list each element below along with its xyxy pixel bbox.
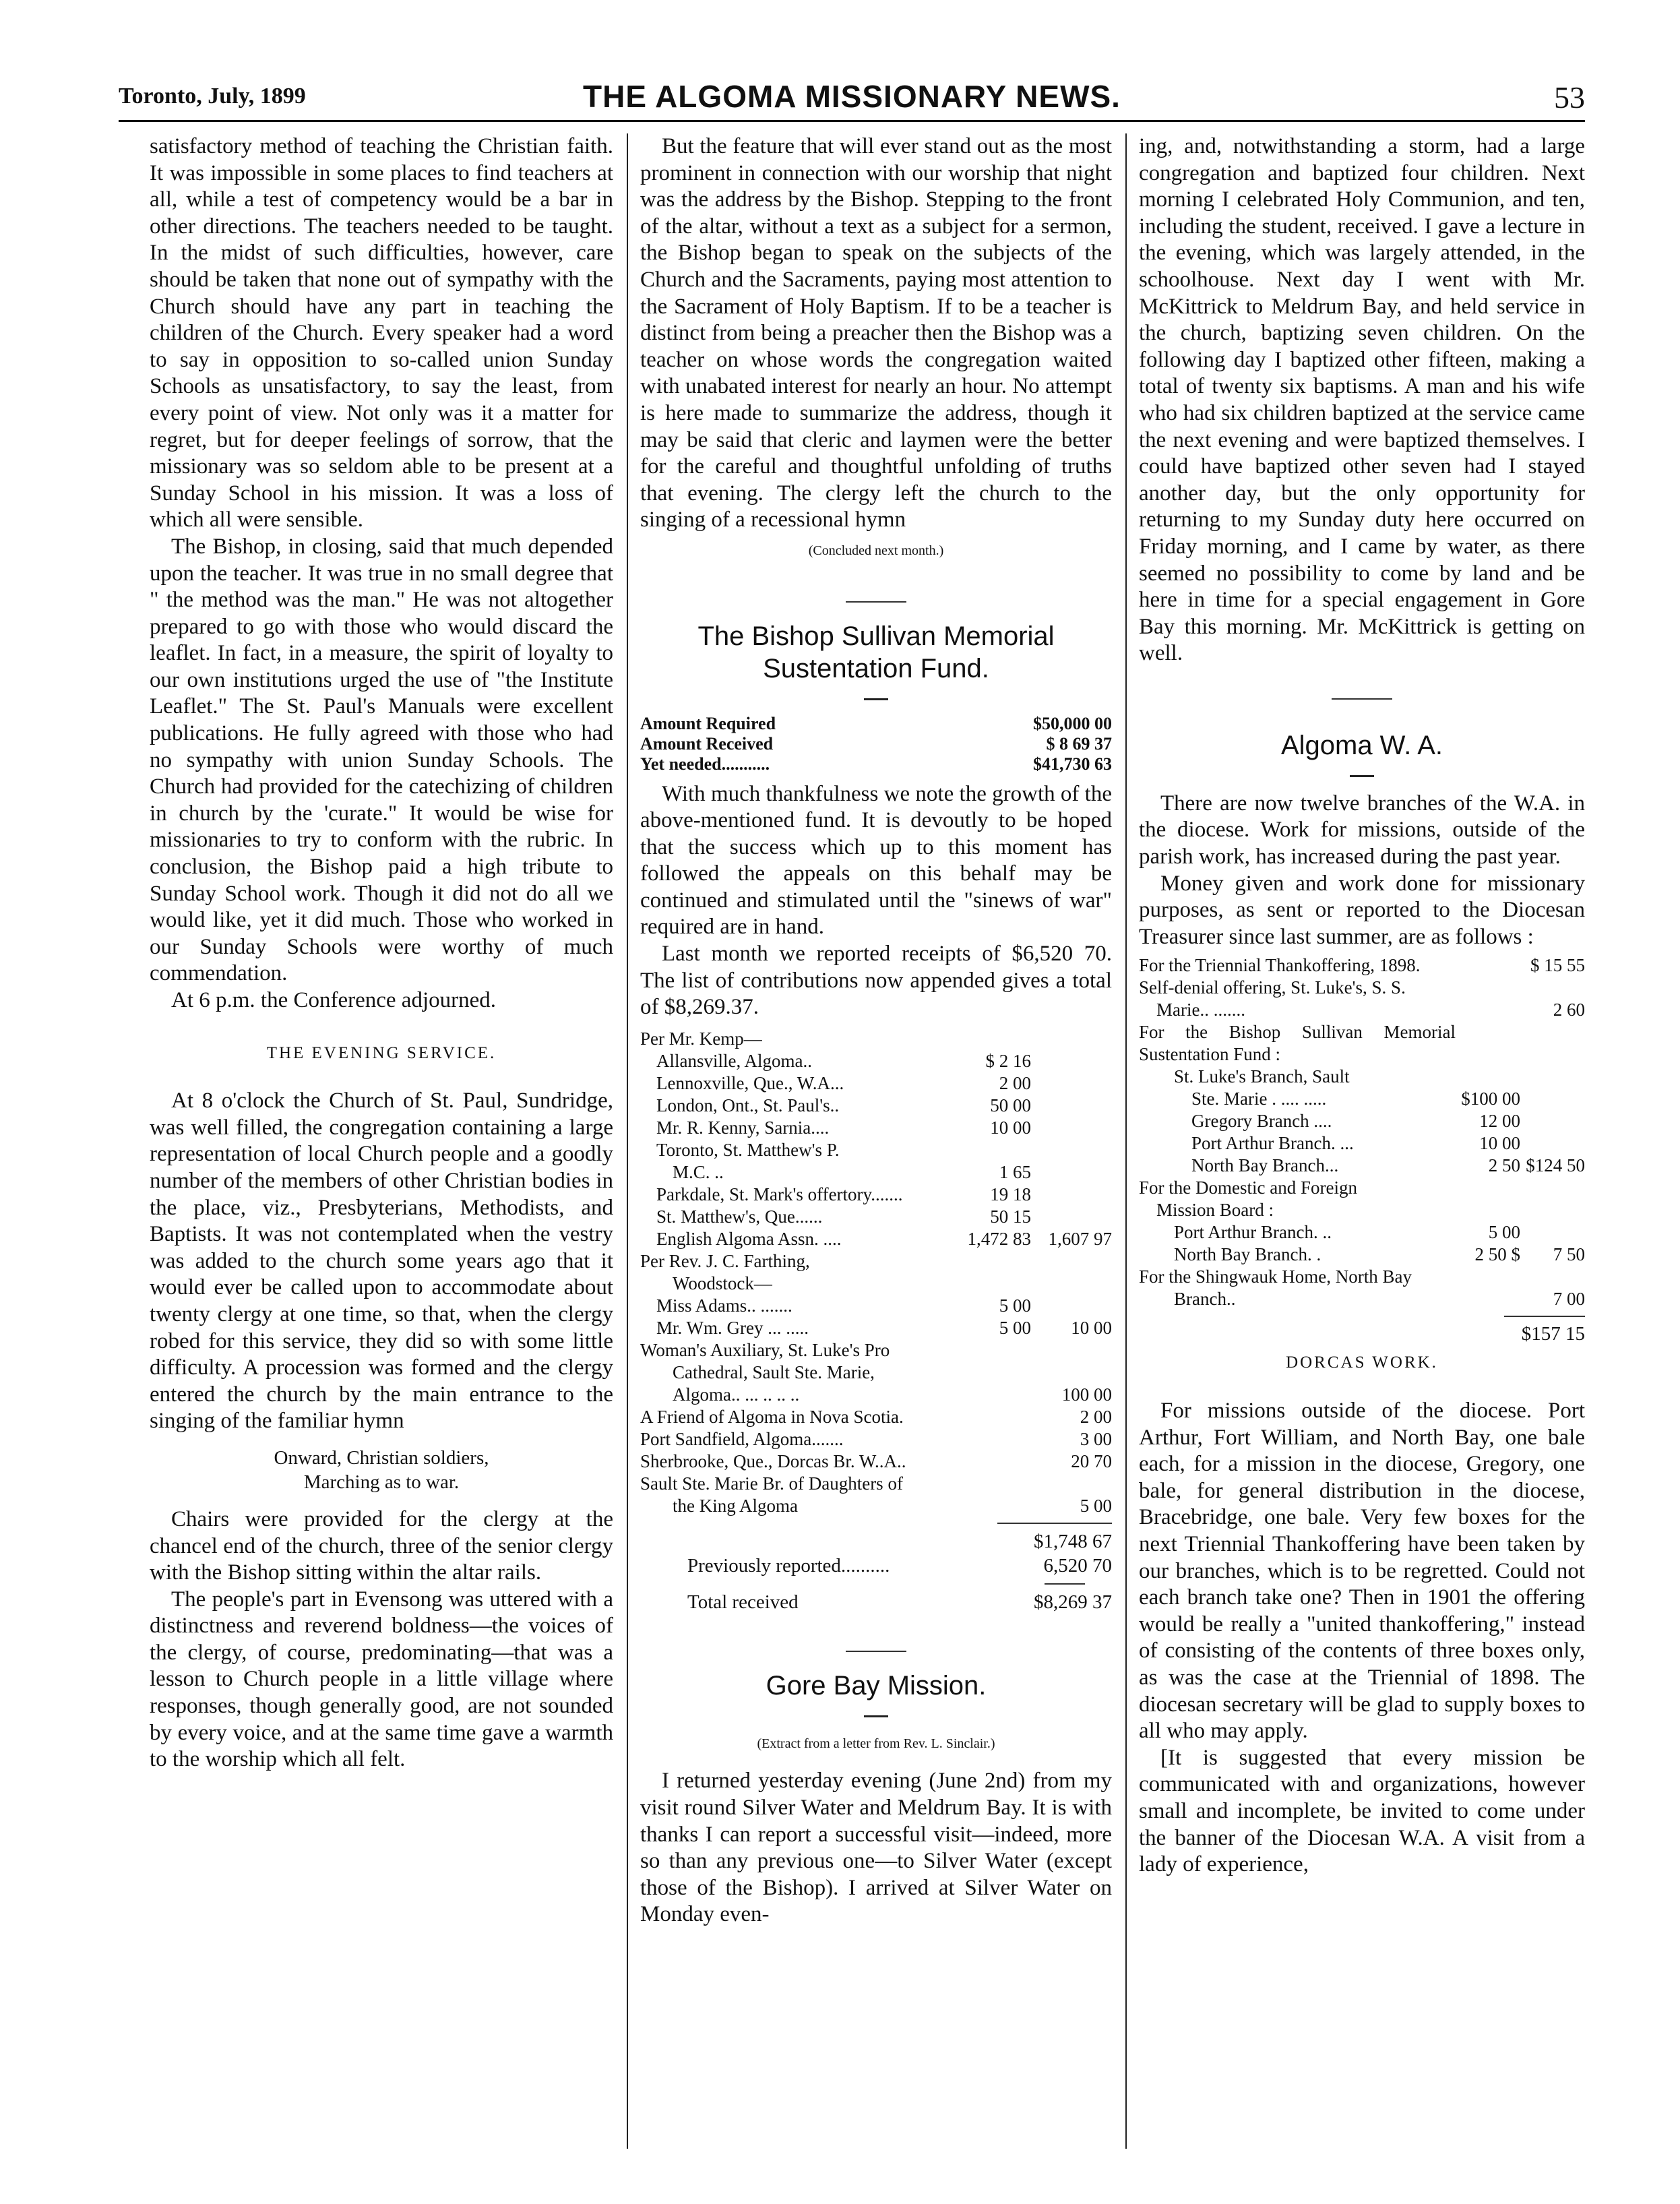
list-item-subtotal: $ 15 55 — [1530, 955, 1585, 976]
totals — [640, 1529, 1112, 1614]
list-item — [640, 1317, 1112, 1339]
continuation-note: (Concluded next month.) — [808, 543, 944, 558]
page-number: 53 — [1554, 80, 1585, 115]
separator-rule — [846, 601, 906, 603]
title-rule — [864, 1715, 888, 1717]
total-label: Total received — [687, 1591, 799, 1613]
fund-row — [640, 714, 1112, 734]
list-item-label: North Bay Branch... — [1191, 1155, 1339, 1176]
list-item — [640, 1206, 1112, 1228]
list-item-label: Sherbrooke, Que., Dorcas Br. W..A.. — [640, 1450, 906, 1471]
list-item-amount: $100 00 — [1461, 1089, 1520, 1109]
column-divider-1 — [627, 133, 628, 2149]
paragraph: satisfactory method of teaching the Christian faith. It was impossible in some places to find teachers at all, while a test of competency would be a bar in other directions. The teachers needed to be taught. In the midst of such difficulties, however, care should be taken that none out of sympathy with the Church should have any part in teaching the children of the Church. Every speaker had a word to say in opposition to so-called union Sunday Schools as unsatisfactory, to say the least, from every point of view. Not only was it a matter for regret, but for deeper feelings of sorrow, that the missionary was so seldom able to be present at a Sunday School in his mission. It was a loss of which all were sensible. — [150, 134, 613, 532]
fund-label: Amount Required — [640, 713, 776, 733]
list-item-label: Per Mr. Kemp— — [640, 1028, 762, 1049]
column-divider-2 — [1125, 133, 1127, 2149]
list-item-label: A Friend of Algoma in Nova Scotia. — [640, 1406, 904, 1427]
list-item — [640, 1450, 1112, 1473]
sum-rule — [1045, 1583, 1085, 1585]
dateline: Toronto, July, 1899 — [119, 84, 306, 109]
fund-value: $ 8 69 37 — [1046, 733, 1112, 754]
list-item-label: For the Shingwauk Home, North Bay — [1139, 1266, 1412, 1287]
total-row — [640, 1554, 1112, 1578]
list-item-label: Allansville, Algoma.. — [656, 1050, 812, 1071]
list-item — [1139, 1132, 1585, 1155]
list-item-amount: 2 50 — [1488, 1155, 1520, 1176]
fund-summary — [640, 714, 1112, 774]
list-item — [640, 1406, 1112, 1428]
wa-total: $157 15 — [1521, 1323, 1585, 1345]
list-item — [640, 1072, 1112, 1095]
paragraph: The Bishop, in closing, said that much depended upon the teacher. It was true in no small degree that " the method was the man." He was not altogether prepared to go with those who would discard the leaflet. In fact, in a measure, the spirit of loyalty to our own institutions urged the use of "the Institute Leaflet." The St. Paul's Manuals were excellent publications. He fully agreed with those who had no sympathy with union Sunday Schools. The Church had provided for the catechizing of children in church by the 'curate." It would be wise for missionaries to try to conform with the rubric. In conclusion, the Bishop paid a high tribute to Sunday School work. Though it did not do all we would like, yet it did much. Those who worked in our Sunday Schools were worthy of much commendation. — [150, 534, 613, 986]
hymn-line: Onward, Christian soldiers, — [274, 1446, 489, 1469]
article-title: Gore Bay Mission. — [766, 1670, 987, 1701]
article-title: The Bishop Sullivan Memorial Sustentation Fund. — [697, 621, 1055, 683]
fund-label: Amount Received — [640, 733, 774, 754]
list-item-label: Port Arthur Branch. .. — [1174, 1222, 1332, 1243]
list-item-amount: $ 2 16 — [985, 1050, 1031, 1071]
list-item — [1139, 1288, 1585, 1310]
list-item-amount: 12 00 — [1479, 1111, 1520, 1132]
fund-row — [640, 734, 1112, 754]
list-item-label: Self-denial offering, St. Luke's, S. S. — [1139, 977, 1406, 998]
total-value: $1,748 67 — [1034, 1530, 1112, 1552]
list-item-label: Woodstock— — [673, 1273, 772, 1293]
list-item-label: the King Algoma — [673, 1495, 798, 1516]
paragraph: Money given and work done for missionary purposes, as sent or reported to the Diocesan Treasurer since last summer, are as follows : — [1139, 871, 1585, 949]
list-item — [640, 1028, 1112, 1050]
list-item — [1139, 1266, 1585, 1288]
list-item-label: Ste. Marie . .... ..... — [1191, 1089, 1327, 1109]
list-item-label: Per Rev. J. C. Farthing, — [640, 1250, 810, 1271]
list-item — [640, 1161, 1112, 1184]
paragraph: I returned yesterday evening (June 2nd) from my visit round Silver Water and Meldrum Bay. It is with thanks I can report a successful visit—indeed, more so than any previous one—to Silver Water (except those of the Bishop). I arrived at Silver Water on Monday even- — [640, 1769, 1112, 1927]
list-item-label: For the Domestic and Foreign — [1139, 1177, 1357, 1198]
list-item-label: Sault Ste. Marie Br. of Daughters of — [640, 1473, 903, 1494]
list-item-label: For the Bishop Sullivan Memorial Sustentation Fund : — [1139, 1022, 1456, 1065]
list-item-label: St. Matthew's, Que...... — [656, 1206, 823, 1227]
list-item-label: Lennoxville, Que., W.A... — [656, 1072, 844, 1093]
title-rule — [1350, 775, 1374, 777]
list-item — [640, 1139, 1112, 1161]
separator-rule — [846, 1651, 906, 1652]
column-2 — [640, 133, 1112, 1928]
list-item-subtotal: 7 00 — [1553, 1289, 1585, 1310]
list-item-amount: 2 50 $ — [1474, 1244, 1520, 1265]
list-item — [1139, 1110, 1585, 1132]
list-item-label: For the Triennial Thankoffering, 1898. — [1139, 955, 1421, 976]
list-item — [640, 1250, 1112, 1273]
list-item-amount: 19 18 — [990, 1184, 1031, 1204]
list-item — [1139, 1066, 1585, 1088]
list-item — [1139, 977, 1585, 999]
list-item-subtotal: $124 50 — [1526, 1155, 1585, 1176]
list-item — [1139, 1155, 1585, 1177]
list-item — [1139, 1177, 1585, 1199]
list-item-label: Mission Board : — [1156, 1200, 1274, 1221]
total-row — [640, 1590, 1112, 1614]
list-item — [640, 1495, 1112, 1517]
list-item-amount: 5 00 — [999, 1295, 1031, 1316]
list-item-subtotal: 2 60 — [1553, 1000, 1585, 1020]
sum-rule — [997, 1523, 1112, 1524]
list-item-amount: 1 65 — [999, 1161, 1031, 1182]
list-item-amount: 2 00 — [999, 1072, 1031, 1093]
list-item — [640, 1473, 1112, 1495]
paragraph: Chairs were provided for the clergy at the chancel end of the church, three of the senior clergy with the Bishop sitting within the altar rails. — [150, 1506, 613, 1585]
separator-rule — [1332, 698, 1392, 700]
total-label — [640, 1529, 997, 1554]
list-item-label: Algoma.. ... .. .. .. — [673, 1384, 800, 1405]
sum-rule — [1504, 1316, 1585, 1317]
list-item-subtotal: 3 00 — [1080, 1428, 1112, 1449]
list-item — [1139, 1244, 1585, 1266]
list-item-subtotal: 100 00 — [1061, 1384, 1112, 1405]
list-item-subtotal: 10 00 — [1071, 1317, 1112, 1338]
list-item — [640, 1361, 1112, 1384]
list-item-subtotal: 20 70 — [1071, 1450, 1112, 1471]
fund-value: $50,000 00 — [1033, 713, 1112, 733]
contributions-list — [640, 1028, 1112, 1517]
list-item — [640, 1228, 1112, 1250]
list-item-label: St. Luke's Branch, Sault — [1174, 1066, 1350, 1087]
total-value: $8,269 37 — [1034, 1591, 1112, 1613]
paragraph: [It is suggested that every mission be communicated with and organizations, however small and incomplete, be invited to come under the banner of the Diocesan W.A. A visit from a lady of experience, — [1139, 1745, 1585, 1877]
list-item — [640, 1384, 1112, 1406]
total-value: 6,520 70 — [1043, 1554, 1112, 1577]
fund-row — [640, 754, 1112, 774]
paragraph: But the feature that will ever stand out as the most prominent in connection with our worship that night was the address by the Bishop. Stepping to the front of the altar, without a text as a subject for a sermon, the Bishop began to speak on the subjects of the Church and the Sacraments, paying most attention to the Sacrament of Holy Baptism. If to be a teacher is distinct from being a preacher then the Bishop was a teacher on whose words the congregation waited with unabated interest for nearly an hour. No attempt is here made to summarize the address, though it may be said that cleric and laymen were the better for the careful and thoughtful unfolding of truths that evening. The clergy left the church to the singing of a recessional hymn — [640, 134, 1112, 532]
list-item — [1139, 1221, 1585, 1244]
list-item-amount: 50 00 — [990, 1095, 1031, 1115]
list-item-label: Parkdale, St. Mark's offertory....... — [656, 1184, 903, 1204]
list-item-amount: 10 00 — [1479, 1133, 1520, 1154]
list-item — [640, 1339, 1112, 1361]
paragraph: Last month we reported receipts of $6,520 70. The list of contributions now appended gives a total of $8,269.37. — [640, 942, 1112, 1020]
list-item-amount: 50 15 — [990, 1206, 1031, 1227]
total-label: Previously reported.......... — [687, 1554, 890, 1577]
list-item — [1139, 1021, 1585, 1066]
title-rule — [864, 698, 888, 700]
fund-label: Yet needed........... — [640, 754, 770, 774]
paragraph: There are now twelve branches of the W.A. in the diocese. Work for missions, outside of the parish work, has increased during the past year. — [1139, 791, 1585, 869]
hymn-line: Marching as to war. — [303, 1471, 460, 1493]
list-item — [640, 1428, 1112, 1450]
list-item-amount: 5 00 — [1488, 1222, 1520, 1243]
list-item-label: Marie.. ....... — [1156, 1000, 1245, 1020]
section-heading: THE EVENING SERVICE. — [266, 1043, 497, 1062]
list-item-label: London, Ont., St. Paul's.. — [656, 1095, 840, 1115]
extract-note: (Extract from a letter from Rev. L. Sinclair.) — [757, 1736, 995, 1751]
list-item-label: M.C. .. — [673, 1161, 724, 1182]
paragraph: With much thankfulness we note the growth of the above-mentioned fund. It is devoutly to be hoped that the success which up to this moment has followed the appeals on this behalf may be continued and stimulated until the "sinews of war" required are in hand. — [640, 781, 1112, 940]
list-item — [1139, 1199, 1585, 1221]
list-item-label: Port Arthur Branch. ... — [1191, 1133, 1354, 1154]
list-item — [640, 1295, 1112, 1317]
list-item-amount: 5 00 — [999, 1317, 1031, 1338]
paragraph: ing, and, notwithstanding a storm, had a large congregation and baptized four children. Next morning I celebrated Holy Communion, and ten, including the student, received. I gave a lecture in the evening, which was largely attended, in the schoolhouse. Next day I went with Mr. McKittrick to Meldrum Bay, and held service in the church, baptizing seven children. On the following day I baptized other fifteen, making a total of twenty six baptisms. A man and his wife who had six children baptized at the service came the next evening and were baptized themselves. I could have baptized other seven had I stayed another day, but the only opportunity for returning to my Sunday duty here occurred on Friday morning, and I came by water, as there seemed no possibility to come by land and be here in time for a special engagement in Gore Bay this morning. Mr. McKittrick is getting on well. — [1139, 134, 1585, 666]
list-item-label: North Bay Branch. . — [1174, 1244, 1321, 1265]
list-item-subtotal: 7 50 — [1553, 1244, 1585, 1265]
list-item-label: Port Sandfield, Algoma....... — [640, 1428, 844, 1449]
list-item — [1139, 999, 1585, 1021]
paragraph: For missions outside of the diocese. Port Arthur, Fort William, and North Bay, one bale each, for a mission in the diocese, Gregory, one bale, for general distribution in the diocese, Bracebridge, one bale. Very few boxes for the next Triennial Thankoffering have been taken by our branches, which is to be regretted. Could not each branch take one? Then in 1901 the offering would be really a "united thankoffering," instead of consisting of the contents of three boxes only, as was the case at the Triennial of 1898. The diocesan secretary will be glad to supply boxes to all who may apply. — [1139, 1399, 1585, 1744]
list-item — [1139, 1088, 1585, 1110]
list-item-subtotal: 5 00 — [1080, 1495, 1112, 1516]
masthead — [119, 78, 1585, 122]
total-row — [640, 1529, 1112, 1554]
list-item — [640, 1050, 1112, 1072]
hymn-quote — [150, 1446, 613, 1494]
wa-contributions-list — [1139, 954, 1585, 1310]
list-item-amount: 10 00 — [990, 1117, 1031, 1138]
list-item — [640, 1184, 1112, 1206]
list-item-label: Branch.. — [1174, 1289, 1236, 1310]
list-item-amount: 1,472 83 — [967, 1228, 1031, 1249]
list-item-label: Toronto, St. Matthew's P. — [656, 1139, 840, 1160]
newspaper-title: THE ALGOMA MISSIONARY NEWS. — [583, 79, 1121, 114]
paragraph: The people's part in Evensong was uttered with a distinctness and reverend boldness—the voices of the clergy, of course, predominating—that was a lesson to Church people in a little village where responses, though generally good, are not sounded by every voice, and at the same time gave a warmth to the worship which all felt. — [150, 1587, 613, 1772]
list-item-label: Cathedral, Sault Ste. Marie, — [673, 1361, 875, 1382]
list-item — [640, 1095, 1112, 1117]
list-item-label: Mr. Wm. Grey ... ..... — [656, 1317, 809, 1338]
list-item-subtotal: 2 00 — [1080, 1406, 1112, 1427]
paragraph: At 6 p.m. the Conference adjourned. — [171, 988, 497, 1012]
section-heading: DORCAS WORK. — [1286, 1353, 1438, 1372]
list-item-label: Miss Adams.. ....... — [656, 1295, 792, 1316]
list-item-label: Woman's Auxiliary, St. Luke's Pro — [640, 1339, 890, 1360]
list-item-label: Mr. R. Kenny, Sarnia.... — [656, 1117, 830, 1138]
list-item — [640, 1117, 1112, 1139]
list-item — [640, 1273, 1112, 1295]
list-item — [1139, 954, 1585, 977]
list-item-label: Gregory Branch .... — [1191, 1111, 1332, 1132]
fund-value: $41,730 63 — [1033, 754, 1112, 774]
column-1 — [150, 133, 613, 1773]
list-item-subtotal: 1,607 97 — [1048, 1228, 1112, 1249]
column-3 — [1139, 133, 1585, 1878]
paragraph: At 8 o'clock the Church of St. Paul, Sundridge, was well filled, the congregation containing a large representation of local Church people and a goodly number of the members of other Christian bodies in the place, viz., Presbyterians, Methodists, and Baptists. It was not contemplated when the vestry was added to the church some years ago that it would ever be called upon to accommodate about twenty clergy at one time, so that, when the clergy robed for this service, they did so with some little difficulty. A procession was formed and the clergy entered the church by the main entrance to the singing of the familiar hymn — [150, 1089, 613, 1434]
list-item-label: English Algoma Assn. .... — [656, 1228, 842, 1249]
article-title: Algoma W. A. — [1280, 730, 1443, 760]
